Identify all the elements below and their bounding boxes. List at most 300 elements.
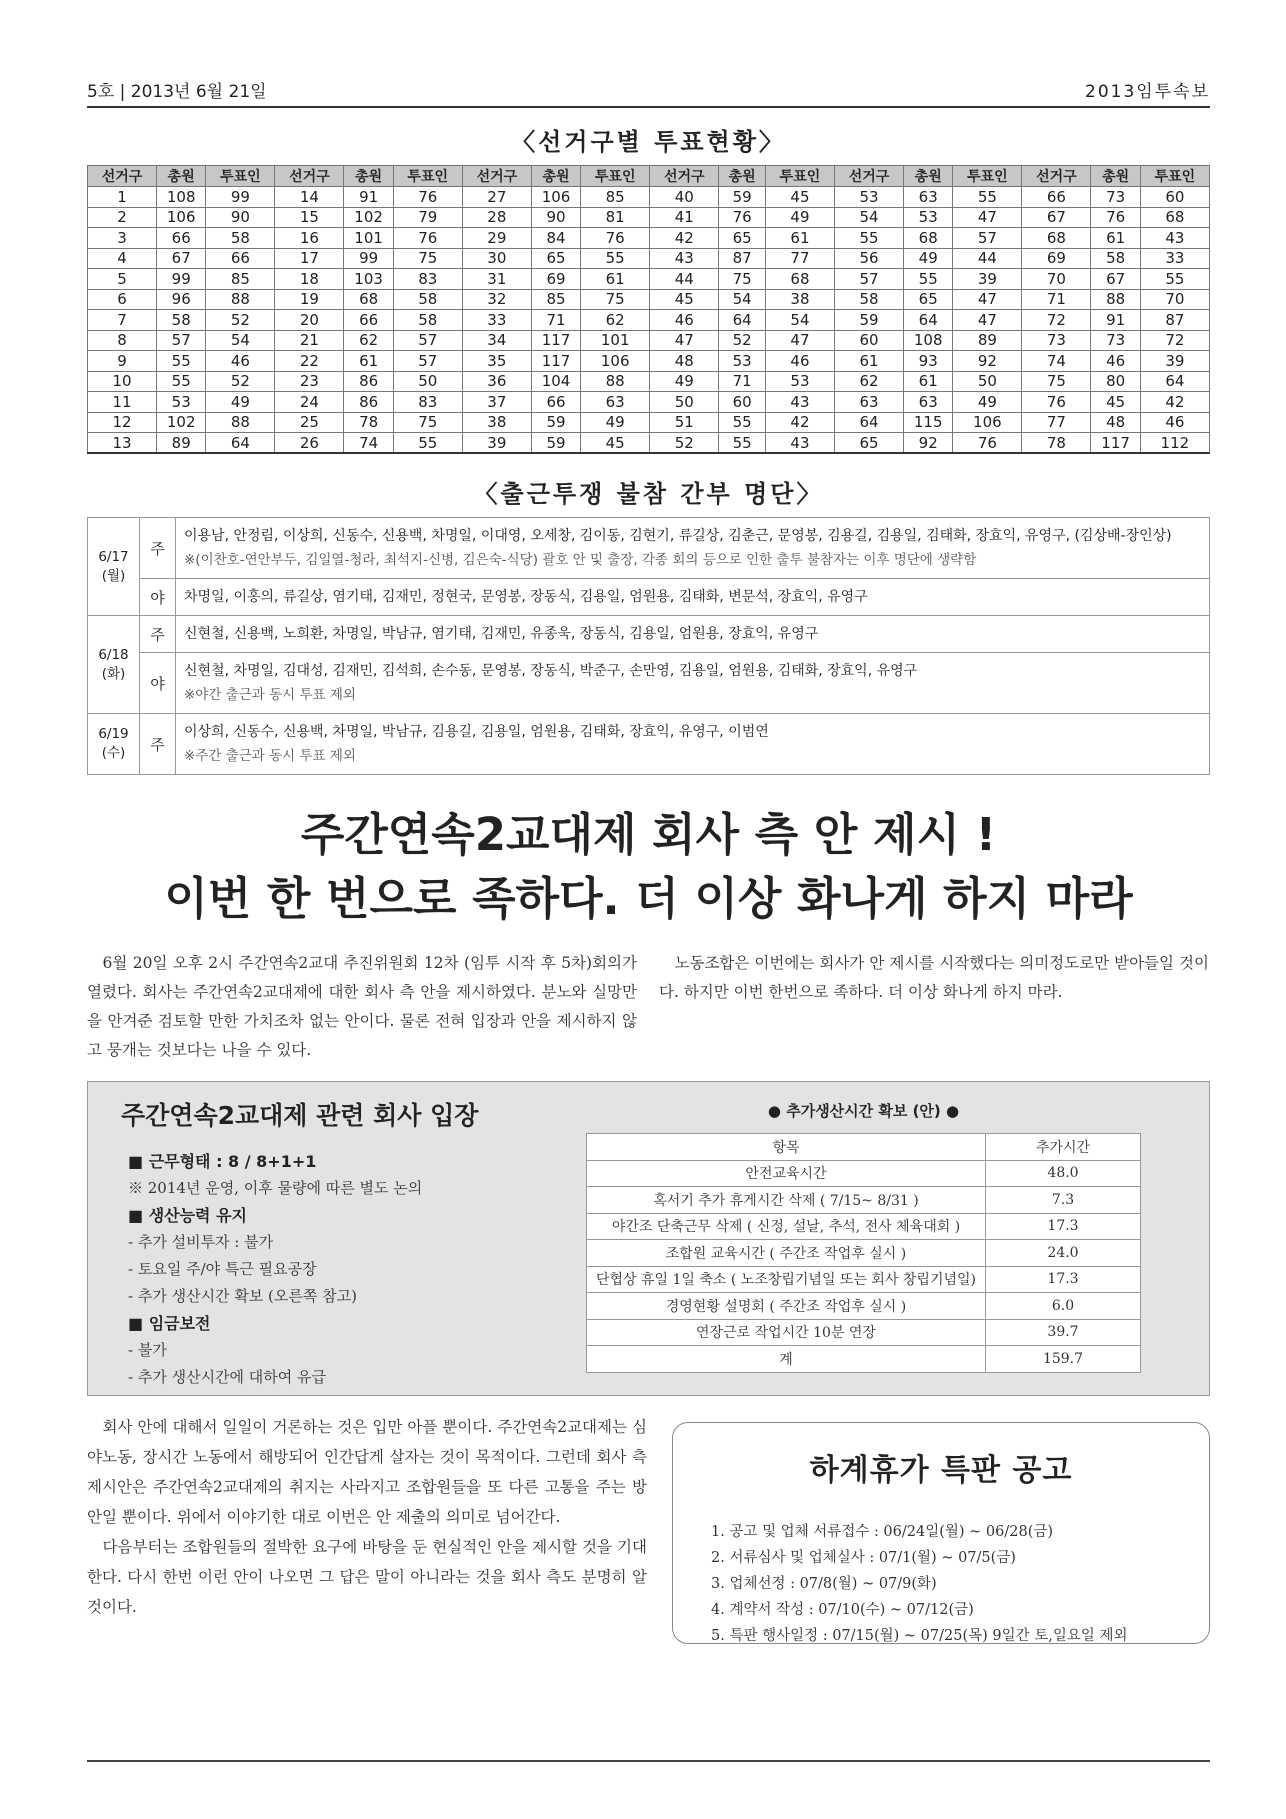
vote-cell: 85: [581, 187, 650, 208]
vote-table-body: [88, 187, 1210, 454]
vote-column-header: 투표인: [393, 166, 462, 187]
vote-cell: 65: [719, 228, 766, 249]
vote-cell: 50: [650, 392, 719, 413]
vote-cell: 22: [275, 351, 344, 372]
vote-cell: 50: [953, 371, 1022, 392]
vote-cell: 69: [531, 269, 580, 290]
vote-row: [88, 310, 1210, 331]
vote-cell: 45: [765, 187, 834, 208]
vote-cell: 43: [1140, 228, 1209, 249]
extra-time-item: 혹서기 추가 휴게시간 삭제 ( 7/15~ 8/31 ): [587, 1187, 986, 1214]
vote-cell: 67: [1091, 269, 1140, 290]
vote-cell: 1: [88, 187, 157, 208]
extra-time-item: 야간조 단축근무 삭제 ( 신정, 설날, 추석, 전사 체육대회 ): [587, 1213, 986, 1240]
vote-cell: 90: [206, 207, 275, 228]
date-617: 6/17 (월): [88, 518, 140, 616]
vote-cell: 70: [1140, 289, 1209, 310]
vote-cell: 76: [581, 228, 650, 249]
vote-column-header: 투표인: [581, 166, 650, 187]
notice-item: 3. 업체선정 : 07/8(월) ~ 07/9(화): [711, 1576, 937, 1592]
vote-cell: 53: [765, 371, 834, 392]
vote-cell: 68: [1140, 207, 1209, 228]
vote-cell: 115: [904, 412, 953, 433]
extra-time-value: 17.3: [986, 1266, 1141, 1293]
vote-cell: 64: [904, 310, 953, 331]
vote-cell: 9: [88, 351, 157, 372]
vote-cell: 42: [1140, 392, 1209, 413]
vote-cell: 76: [393, 187, 462, 208]
vote-cell: 99: [344, 248, 393, 269]
vote-cell: 71: [719, 371, 766, 392]
vote-cell: 2: [88, 207, 157, 228]
vote-cell: 52: [206, 371, 275, 392]
extra-time-caption: ● 추가생산시간 확보 (안) ●: [767, 1102, 960, 1120]
vote-cell: 10: [88, 371, 157, 392]
vote-status-title: 〈선거구별 투표현황〉: [511, 128, 786, 156]
vote-cell: 63: [581, 392, 650, 413]
vote-row: [88, 289, 1210, 310]
vote-status-table: [87, 165, 1210, 454]
date-618: 6/18 (화): [88, 616, 140, 714]
vote-cell: 55: [904, 269, 953, 290]
vote-cell: 101: [344, 228, 393, 249]
vote-cell: 66: [344, 310, 393, 331]
vote-cell: 20: [275, 310, 344, 331]
extra-time-row: [587, 1266, 1141, 1293]
vote-column-header: 투표인: [1140, 166, 1209, 187]
extra-time-value: 48.0: [986, 1160, 1141, 1187]
vote-cell: 59: [531, 412, 580, 433]
vote-cell: 89: [157, 433, 206, 454]
vote-row: [88, 371, 1210, 392]
absent-note: ※(이찬호-연안부두, 김일열-청라, 최석지-신병, 김은숙-식당) 괄호 안 및 출장, 각종 회의 등으로 인한 출투 불참자는 이후 명단에 생략함: [184, 552, 977, 568]
vote-cell: 24: [275, 392, 344, 413]
vote-cell: 63: [835, 392, 904, 413]
vote-cell: 77: [1022, 412, 1091, 433]
vote-cell: 31: [462, 269, 531, 290]
company-position-box: [87, 1081, 1210, 1396]
vote-cell: 33: [462, 310, 531, 331]
vote-row: [88, 392, 1210, 413]
vote-cell: 68: [904, 228, 953, 249]
vote-cell: 41: [650, 207, 719, 228]
vote-cell: 59: [719, 187, 766, 208]
vote-cell: 79: [393, 207, 462, 228]
vote-cell: 80: [1091, 371, 1140, 392]
vote-cell: 55: [1140, 269, 1209, 290]
vote-cell: 48: [1091, 412, 1140, 433]
vote-column-header: 총원: [904, 166, 953, 187]
vote-cell: 117: [531, 351, 580, 372]
vote-cell: 55: [719, 433, 766, 454]
extra-time-row: [587, 1346, 1141, 1373]
vote-cell: 71: [531, 310, 580, 331]
vote-cell: 62: [835, 371, 904, 392]
vote-cell: 39: [462, 433, 531, 454]
vote-column-header: 선거구: [88, 166, 157, 187]
extra-time-item: 경영현황 설명회 ( 주간조 작업후 실시 ): [587, 1293, 986, 1320]
vote-cell: 45: [581, 433, 650, 454]
vote-cell: 75: [1022, 371, 1091, 392]
vote-column-header: 총원: [719, 166, 766, 187]
extra-time-row: [587, 1160, 1141, 1187]
vote-cell: 75: [393, 248, 462, 269]
vote-cell: 58: [835, 289, 904, 310]
vote-cell: 62: [344, 330, 393, 351]
vote-column-header: 선거구: [462, 166, 531, 187]
vote-cell: 64: [1140, 371, 1209, 392]
vote-cell: 60: [1140, 187, 1209, 208]
vote-cell: 49: [650, 371, 719, 392]
notice-list: [711, 1519, 1128, 1649]
notice-title: 하계휴가 특판 공고: [809, 1453, 1073, 1488]
vote-cell: 61: [1091, 228, 1140, 249]
vote-cell: 54: [765, 310, 834, 331]
vote-cell: 47: [765, 330, 834, 351]
vote-cell: 55: [581, 248, 650, 269]
vote-cell: 84: [531, 228, 580, 249]
vote-cell: 81: [581, 207, 650, 228]
vote-cell: 61: [765, 228, 834, 249]
vote-cell: 60: [719, 392, 766, 413]
vote-cell: 108: [904, 330, 953, 351]
vote-cell: 57: [393, 351, 462, 372]
vote-cell: 76: [393, 228, 462, 249]
closing-text: [87, 1412, 647, 1644]
vote-cell: 76: [953, 433, 1022, 454]
vote-cell: 47: [953, 289, 1022, 310]
vote-table-header-row: [88, 166, 1210, 187]
extra-time-row: [587, 1213, 1141, 1240]
absent-names: 신현철, 신용백, 노희환, 차명일, 박남규, 염기태, 김재민, 유종욱, 장동식, 김용일, 엄원용, 장효익, 유영구: [176, 616, 1210, 653]
vote-cell: 102: [344, 207, 393, 228]
vote-cell: 93: [904, 351, 953, 372]
vote-cell: 88: [581, 371, 650, 392]
vote-cell: 117: [531, 330, 580, 351]
extra-time-value: 17.3: [986, 1213, 1141, 1240]
vote-cell: 12: [88, 412, 157, 433]
vote-cell: 55: [157, 371, 206, 392]
vote-cell: 35: [462, 351, 531, 372]
vote-cell: 103: [344, 269, 393, 290]
vote-cell: 55: [835, 228, 904, 249]
absent-list-table: [87, 517, 1210, 775]
vote-cell: 59: [835, 310, 904, 331]
vote-cell: 38: [765, 289, 834, 310]
vote-cell: 47: [953, 310, 1022, 331]
vote-cell: 58: [393, 310, 462, 331]
vote-row: [88, 228, 1210, 249]
vote-cell: 56: [835, 248, 904, 269]
absent-row-619-day: [88, 714, 1210, 775]
vote-cell: 71: [1022, 289, 1091, 310]
vote-cell: 83: [393, 392, 462, 413]
vote-cell: 76: [1022, 392, 1091, 413]
vote-row: [88, 248, 1210, 269]
footer-rule: [87, 1760, 1210, 1762]
vote-column-header: 선거구: [835, 166, 904, 187]
vote-row: [88, 187, 1210, 208]
vote-column-header: 총원: [157, 166, 206, 187]
vote-cell: 108: [157, 187, 206, 208]
vote-cell: 75: [719, 269, 766, 290]
vote-cell: 65: [531, 248, 580, 269]
vote-cell: 106: [581, 351, 650, 372]
absent-row-618-day: [88, 616, 1210, 653]
vote-cell: 49: [206, 392, 275, 413]
issue-info: 5호 | 2013년 6월 21일: [87, 82, 267, 102]
vote-column-header: 투표인: [953, 166, 1022, 187]
vote-cell: 74: [344, 433, 393, 454]
vote-cell: 30: [462, 248, 531, 269]
vote-cell: 50: [393, 371, 462, 392]
vote-cell: 52: [719, 330, 766, 351]
vote-cell: 58: [157, 310, 206, 331]
extra-time-item: 안전교육시간: [587, 1160, 986, 1187]
vote-cell: 63: [904, 392, 953, 413]
vote-cell: 49: [581, 412, 650, 433]
vote-cell: 106: [157, 207, 206, 228]
vote-cell: 18: [275, 269, 344, 290]
vote-cell: 68: [344, 289, 393, 310]
absent-names: 차명일, 이홍의, 류길상, 염기태, 김재민, 정현국, 문영봉, 장동식, 김용일, 엄원용, 김태화, 변문석, 장효익, 유영구: [176, 579, 1210, 616]
vote-cell: 75: [581, 289, 650, 310]
vote-cell: 16: [275, 228, 344, 249]
vote-row: [88, 433, 1210, 454]
vote-cell: 67: [157, 248, 206, 269]
vote-cell: 112: [1140, 433, 1209, 454]
vote-cell: 47: [650, 330, 719, 351]
vote-cell: 21: [275, 330, 344, 351]
vote-cell: 90: [531, 207, 580, 228]
vote-cell: 75: [393, 412, 462, 433]
vote-cell: 61: [581, 269, 650, 290]
date-619: 6/19 (수): [88, 714, 140, 775]
vote-cell: 32: [462, 289, 531, 310]
vote-cell: 6: [88, 289, 157, 310]
vote-column-header: 선거구: [275, 166, 344, 187]
vote-cell: 102: [157, 412, 206, 433]
vote-cell: 57: [157, 330, 206, 351]
vote-cell: 74: [1022, 351, 1091, 372]
vote-cell: 117: [1091, 433, 1140, 454]
notice-item: 2. 서류심사 및 업체실사 : 07/1(월) ~ 07/5(금): [711, 1550, 1016, 1566]
absent-row-617-day: [88, 518, 1210, 579]
vote-cell: 55: [719, 412, 766, 433]
extra-time-section: [586, 1100, 1141, 1373]
extra-time-value: 7.3: [986, 1187, 1141, 1214]
publication-name: 2013임투속보: [1085, 82, 1210, 102]
vote-cell: 85: [531, 289, 580, 310]
vote-cell: 47: [953, 207, 1022, 228]
extra-time-value: 39.7: [986, 1319, 1141, 1346]
extra-time-value: 24.0: [986, 1240, 1141, 1267]
vote-cell: 15: [275, 207, 344, 228]
vote-cell: 66: [1022, 187, 1091, 208]
vote-cell: 13: [88, 433, 157, 454]
vote-column-header: 투표인: [765, 166, 834, 187]
vote-cell: 46: [765, 351, 834, 372]
article-headline: 주간연속2교대제 회사 측 안 제시 ! 이번 한 번으로 족하다. 더 이상 화나게 하지 마라: [164, 808, 1133, 925]
vote-cell: 53: [904, 207, 953, 228]
vote-cell: 58: [393, 289, 462, 310]
vote-cell: 66: [157, 228, 206, 249]
extra-time-table: [586, 1133, 1141, 1373]
vote-cell: 99: [206, 187, 275, 208]
closing-paragraph: 다음부터는 조합원들의 절박한 요구에 바탕을 둔 현실적인 안을 제시할 것을 기대한다. 다시 한번 이런 안이 나오면 그 답은 말이 아니라는 것을 회사 측도 분명히 알 것이다.: [87, 1538, 647, 1616]
vote-cell: 61: [835, 351, 904, 372]
notice-item: 1. 공고 및 업체 서류접수 : 06/24일(월) ~ 06/28(금): [711, 1524, 1054, 1540]
vote-cell: 64: [206, 433, 275, 454]
vote-cell: 65: [835, 433, 904, 454]
vote-cell: 17: [275, 248, 344, 269]
vote-cell: 14: [275, 187, 344, 208]
company-position-list: ■ 근무형태 : 8 / 8+1+1 ※ 2014년 운영, 이후 물량에 따른 별도 논의 ■ 생산능력 유지 - 추가 설비투자 : 불가 - 토요일 주/야 특근 필요공장 - 추가 생산시간 확보 (오른쪽 참고) ■ 임금보전 - 불가 - 추가 생산시간에 대하여 유급: [128, 1152, 423, 1386]
vote-cell: 7: [88, 310, 157, 331]
vote-cell: 91: [344, 187, 393, 208]
vote-cell: 92: [953, 351, 1022, 372]
vote-cell: 78: [344, 412, 393, 433]
vote-cell: 86: [344, 371, 393, 392]
absent-names: 이용남, 안정림, 이상희, 신동수, 신용백, 차명일, 이대영, 오세창, 김이동, 김현기, 류길상, 김춘근, 문영봉, 김용길, 김용일, 김태화, 장효익, 유영구, (김상배-장인상) ※(이찬호-연안부두, 김일열-청라, 최석지-신병, 김은숙-식당) 괄호 안 및 출장, 각종 회의 등으로 인한 출투 불참자는 이후 명단에 생략함: [176, 518, 1210, 579]
vote-cell: 57: [953, 228, 1022, 249]
vote-cell: 43: [765, 392, 834, 413]
vote-column-header: 투표인: [206, 166, 275, 187]
vote-cell: 39: [1140, 351, 1209, 372]
vote-column-header: 총원: [344, 166, 393, 187]
vote-cell: 91: [1091, 310, 1140, 331]
vote-cell: 78: [1022, 433, 1091, 454]
shift-day: 주: [140, 518, 176, 579]
vote-cell: 76: [1091, 207, 1140, 228]
shift-day: 주: [140, 616, 176, 653]
vote-cell: 87: [1140, 310, 1209, 331]
closing-paragraph: 회사 안에 대해서 일일이 거론하는 것은 입만 아플 뿐이다. 주간연속2교대제는 심야노동, 장시간 노동에서 해방되어 인간답게 살자는 것이 목적이다. 그런데 회사 측 제시안은 주간연속2교대제의 취지는 사라지고 조합원들을 또 다른 고통을 주는 방안일 뿐이다. 위에서 이야기한 대로 이번은 안 제출의 의미로 넘어간다.: [87, 1418, 647, 1526]
vote-cell: 77: [765, 248, 834, 269]
vote-cell: 72: [1140, 330, 1209, 351]
vote-cell: 60: [835, 330, 904, 351]
vote-cell: 42: [650, 228, 719, 249]
vote-cell: 51: [650, 412, 719, 433]
vote-cell: 58: [206, 228, 275, 249]
vote-cell: 54: [206, 330, 275, 351]
vote-cell: 36: [462, 371, 531, 392]
vote-cell: 8: [88, 330, 157, 351]
vote-cell: 87: [719, 248, 766, 269]
company-position-title: 주간연속2교대제 관련 회사 입장: [121, 1101, 479, 1130]
vote-cell: 66: [531, 392, 580, 413]
vote-row: [88, 412, 1210, 433]
absent-names: 이상희, 신동수, 신용백, 차명일, 박남규, 김용길, 김용일, 엄원용, 김태화, 장효익, 유영구, 이범연 ※주간 출근과 동시 투표 제외: [176, 714, 1210, 775]
vote-cell: 5: [88, 269, 157, 290]
vote-cell: 55: [157, 351, 206, 372]
vote-cell: 104: [531, 371, 580, 392]
vote-cell: 66: [206, 248, 275, 269]
newsletter-page: [87, 72, 1210, 1644]
shift-day: 주: [140, 714, 176, 775]
vote-cell: 54: [835, 207, 904, 228]
article-paragraph: 노동조합은 이번에는 회사가 안 제시를 시작했다는 의미정도로만 받아들일 것이다. 하지만 이번 한번으로 족하다. 더 이상 화나게 하지 마라.: [659, 954, 1209, 1001]
vote-cell: 72: [1022, 310, 1091, 331]
vote-cell: 53: [157, 392, 206, 413]
vote-column-header: 선거구: [650, 166, 719, 187]
vote-cell: 4: [88, 248, 157, 269]
vote-cell: 55: [953, 187, 1022, 208]
vote-cell: 3: [88, 228, 157, 249]
vote-cell: 23: [275, 371, 344, 392]
absent-note: ※주간 출근과 동시 투표 제외: [184, 748, 356, 764]
vote-cell: 62: [581, 310, 650, 331]
vote-cell: 27: [462, 187, 531, 208]
vote-column-header: 총원: [1091, 166, 1140, 187]
vote-cell: 86: [344, 392, 393, 413]
vote-cell: 52: [650, 433, 719, 454]
vote-cell: 45: [650, 289, 719, 310]
summer-sale-notice: [672, 1422, 1210, 1644]
vote-cell: 38: [462, 412, 531, 433]
absent-note: ※야간 출근과 동시 투표 제외: [184, 687, 356, 703]
vote-cell: 58: [1091, 248, 1140, 269]
extra-time-row: [587, 1187, 1141, 1214]
vote-cell: 64: [835, 412, 904, 433]
extra-time-row: [587, 1240, 1141, 1267]
absent-row-618-night: [88, 653, 1210, 714]
vote-row: [88, 269, 1210, 290]
vote-cell: 54: [719, 289, 766, 310]
vote-row: [88, 207, 1210, 228]
vote-cell: 99: [157, 269, 206, 290]
vote-cell: 96: [157, 289, 206, 310]
vote-cell: 61: [344, 351, 393, 372]
article-paragraph: 6월 20일 오후 2시 주간연속2교대 추진위원회 12차 (임투 시작 후 5차)회의가 열렸다. 회사는 주간연속2교대제에 대한 회사 측 안을 제시하였다. 분노와 실망만을 안겨준 검토할 만한 가치조차 없는 안이다. 물론 전혀 입장과 안을 제시하지 않고 뭉개는 것보다는 나을 수 있다.: [87, 954, 637, 1059]
vote-cell: 28: [462, 207, 531, 228]
vote-column-header: 선거구: [1022, 166, 1091, 187]
vote-cell: 45: [1091, 392, 1140, 413]
vote-cell: 46: [206, 351, 275, 372]
extra-time-item: 단협상 휴일 1일 축소 ( 노조창립기념일 또는 회사 창립기념일): [587, 1266, 986, 1293]
vote-cell: 92: [904, 433, 953, 454]
article-body: [87, 949, 1210, 1065]
vote-cell: 46: [1140, 412, 1209, 433]
vote-cell: 46: [1091, 351, 1140, 372]
vote-cell: 37: [462, 392, 531, 413]
vote-cell: 106: [531, 187, 580, 208]
vote-cell: 25: [275, 412, 344, 433]
vote-cell: 88: [206, 412, 275, 433]
vote-cell: 42: [765, 412, 834, 433]
extra-time-row: [587, 1293, 1141, 1320]
vote-cell: 26: [275, 433, 344, 454]
vote-cell: 88: [206, 289, 275, 310]
vote-cell: 53: [719, 351, 766, 372]
vote-cell: 39: [953, 269, 1022, 290]
vote-cell: 70: [1022, 269, 1091, 290]
vote-cell: 44: [953, 248, 1022, 269]
vote-cell: 29: [462, 228, 531, 249]
vote-cell: 64: [719, 310, 766, 331]
vote-cell: 49: [953, 392, 1022, 413]
vote-cell: 48: [650, 351, 719, 372]
vote-cell: 69: [1022, 248, 1091, 269]
vote-cell: 55: [393, 433, 462, 454]
extra-time-item: 조합원 교육시간 ( 주간조 작업후 실시 ): [587, 1240, 986, 1267]
absent-names: 신현철, 차명일, 김대성, 김재민, 김석희, 손수동, 문영봉, 장동식, 박준구, 손만영, 김용일, 엄원용, 김태화, 장효익, 유영구 ※야간 출근과 동시 투표 제외: [176, 653, 1210, 714]
vote-cell: 59: [531, 433, 580, 454]
vote-cell: 53: [835, 187, 904, 208]
vote-row: [88, 330, 1210, 351]
vote-cell: 57: [393, 330, 462, 351]
vote-cell: 65: [904, 289, 953, 310]
